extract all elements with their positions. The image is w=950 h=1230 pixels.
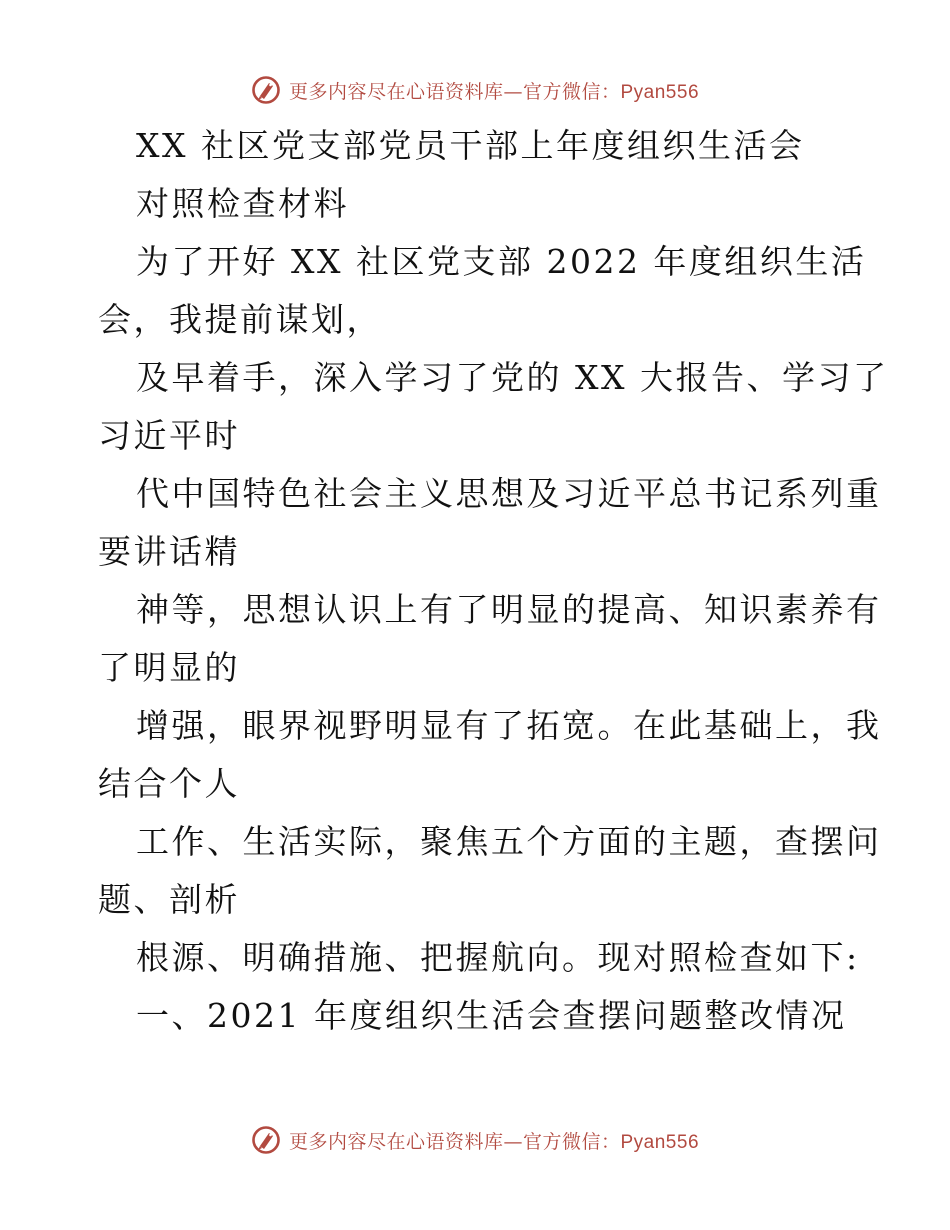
body-line: 代中国特色社会主义思想及习近平总书记系列重 — [136, 474, 882, 513]
body-line: 为了开好 XX 社区党支部 2022 年度组织生活 — [136, 242, 867, 281]
body-line: 习近平时 — [98, 416, 240, 455]
watermark-wechat-id: Pyan556 — [620, 1131, 700, 1153]
body-line: 神等，思想认识上有了明显的提高、知识素养有 — [136, 590, 882, 629]
section-heading: 一、2021 年度组织生活会查摆问题整改情况 — [136, 996, 847, 1035]
watermark-text: 更多内容尽在心语资料库—官方微信：Pyan556 — [288, 80, 700, 103]
body-line: 结合个人 — [98, 764, 240, 803]
body-line: 工作、生活实际，聚焦五个方面的主题，查摆问 — [136, 822, 882, 861]
body-line: 会，我提前谋划， — [98, 300, 382, 339]
body-line: 增强，眼界视野明显有了拓宽。在此基础上，我 — [136, 706, 882, 745]
body-line: 了明显的 — [98, 648, 240, 687]
footer-watermark — [0, 1120, 950, 1160]
body-line: 题、剖析 — [98, 880, 240, 919]
watermark-text: 更多内容尽在心语资料库—官方微信：Pyan556 — [288, 1130, 700, 1153]
pen-nib-logo-icon — [251, 1125, 281, 1155]
header-watermark — [0, 70, 950, 110]
document-title-line-2: 对照检查材料 — [136, 184, 349, 223]
watermark-wechat-id: Pyan556 — [620, 81, 700, 103]
document-title-line-1: XX 社区党支部党员干部上年度组织生活会 — [136, 126, 805, 165]
pen-nib-logo-icon — [251, 75, 281, 105]
body-line: 要讲话精 — [98, 532, 240, 571]
body-line: 根源、明确措施、把握航向。现对照检查如下: — [136, 938, 860, 977]
body-line: 及早着手，深入学习了党的 XX 大报告、学习了 — [136, 358, 889, 397]
